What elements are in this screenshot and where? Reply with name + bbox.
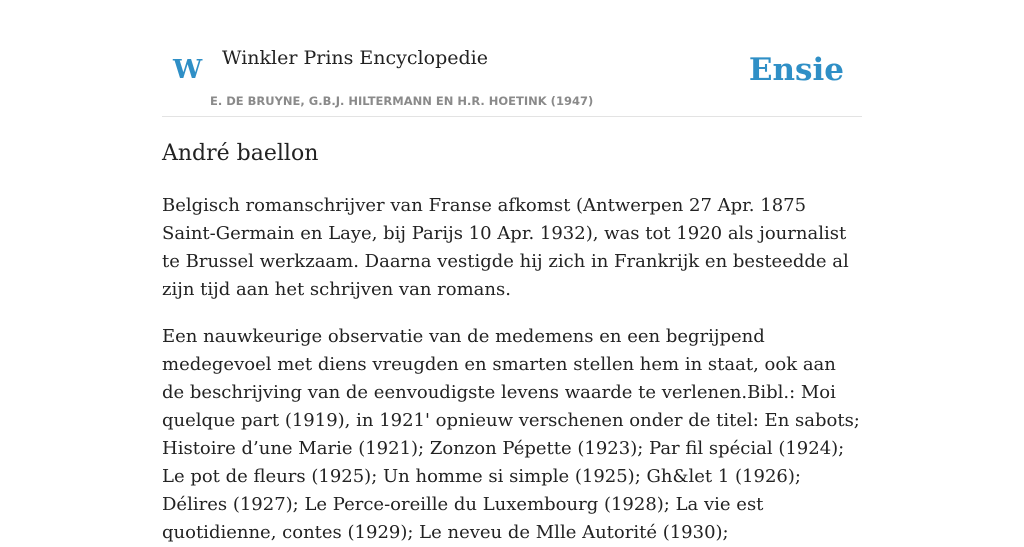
source-title[interactable]: Winkler Prins Encyclopedie bbox=[222, 47, 488, 69]
article-title: André baellon bbox=[162, 141, 319, 166]
article bbox=[162, 136, 862, 547]
source-authors: E. DE BRUYNE, G.B.J. HILTERMANN EN H.R. HOETINK (1947) bbox=[210, 94, 594, 108]
brand-logo-link[interactable]: Ensie bbox=[748, 52, 844, 88]
source-logo-icon: W bbox=[173, 55, 203, 85]
article-paragraph: Een nauwkeurige observatie van de medemens en een begrijpend medegevoel met diens vreugden en smarten stellen hem in staat, ook aan de beschrijving van de eenvoudigste levens waarde te verlenen.Bibl.: Moi quelque part (1919), in 1921' opnieuw verschenen onder de titel: En sabots; Histoire d’une Marie (1921); Zonzon Pépette (1923); Par fil spécial (1924); Le pot de fleurs (1925); Un homme si simple (1925); Gh&let 1 (1926); Délires (1927); Le Perce-oreille du Luxembourg (1928); La vie est quotidienne, contes (1929); Le neveu de Mlle Autorité (1930); bbox=[162, 326, 860, 543]
source-header bbox=[162, 0, 862, 117]
article-paragraph: Belgisch romanschrijver van Franse afkomst (Antwerpen 27 Apr. 1875 Saint-Germain en Laye, bij Parijs 10 Apr. 1932), was tot 1920 als journalist te Brussel werkzaam. Daarna vestigde hij zich in Frankrijk en besteedde al zijn tijd aan het schrijven van romans. bbox=[162, 195, 849, 300]
